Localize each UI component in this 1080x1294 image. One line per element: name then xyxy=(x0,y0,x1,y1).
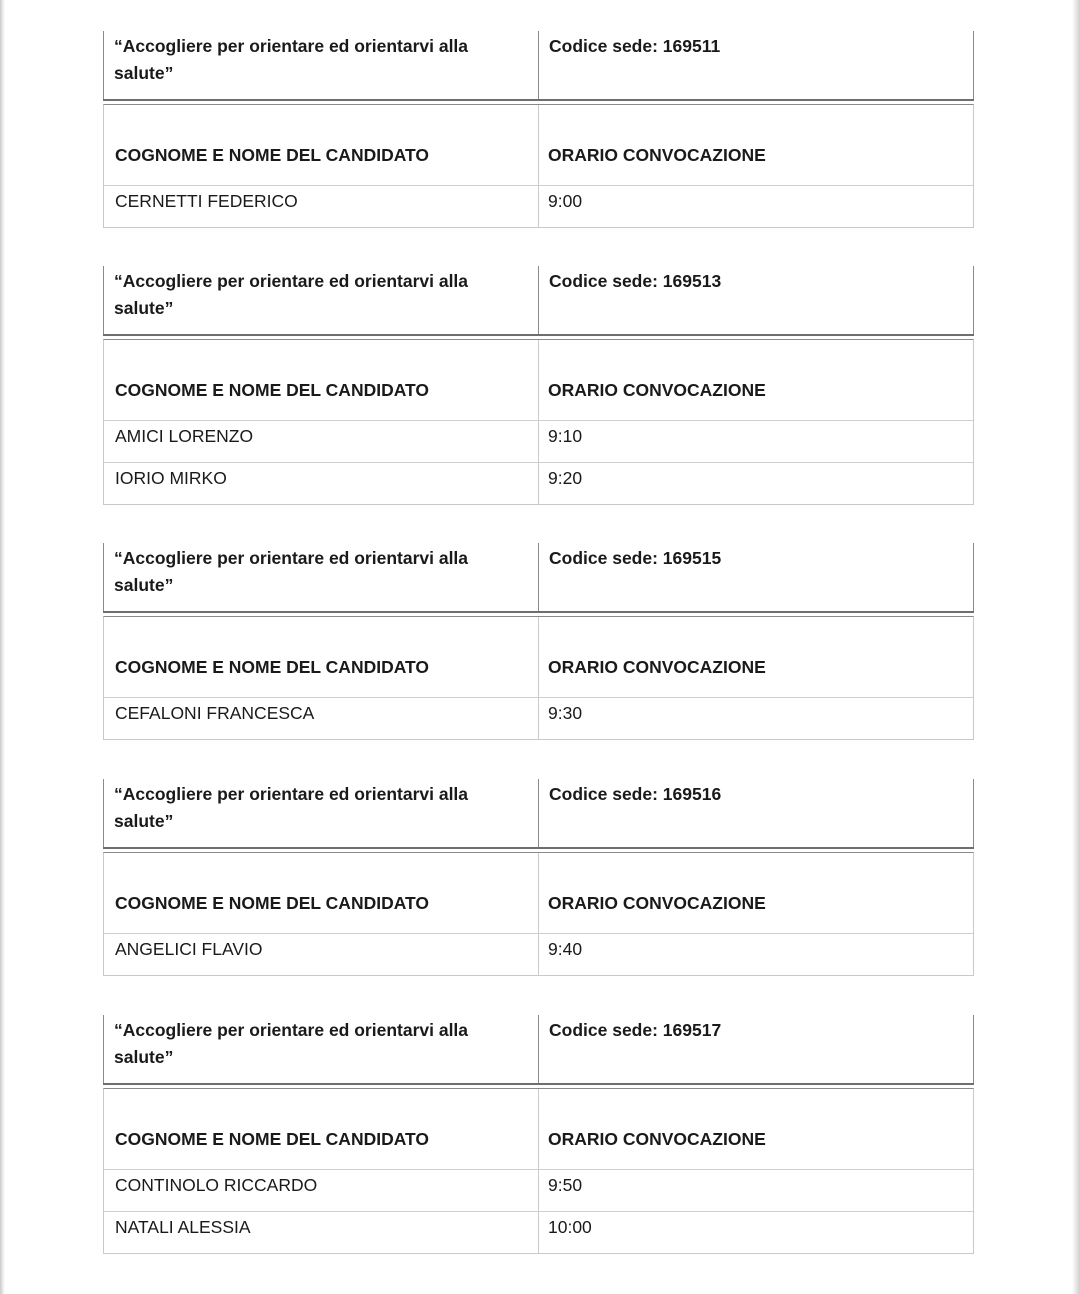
table-row xyxy=(104,1211,973,1253)
name-column-header: COGNOME E NOME DEL CANDIDATO xyxy=(104,340,539,420)
name-column-header: COGNOME E NOME DEL CANDIDATO xyxy=(104,1089,539,1169)
table-row xyxy=(104,420,973,462)
call-time: 9:30 xyxy=(548,703,583,723)
candidate-name: CONTINOLO RICCARDO xyxy=(104,1170,539,1211)
time-column-header: ORARIO CONVOCAZIONE xyxy=(548,145,766,165)
candidate-name: ANGELICI FLAVIO xyxy=(104,934,539,975)
section-block xyxy=(103,31,974,228)
section-block xyxy=(103,266,974,505)
candidate-name: CERNETTI FEDERICO xyxy=(104,186,539,227)
section-block xyxy=(103,543,974,740)
candidate-name: CEFALONI FRANCESCA xyxy=(104,698,539,739)
section-header xyxy=(103,266,974,336)
candidates-table xyxy=(103,104,974,228)
name-column-header: COGNOME E NOME DEL CANDIDATO xyxy=(104,105,539,185)
time-column-header: ORARIO CONVOCAZIONE xyxy=(548,893,766,913)
time-column-header: ORARIO CONVOCAZIONE xyxy=(548,657,766,677)
candidates-table xyxy=(103,1088,974,1254)
candidate-name: IORIO MIRKO xyxy=(104,463,539,504)
page-right-edge xyxy=(1072,0,1080,1294)
table-row xyxy=(104,462,973,504)
table-header-row xyxy=(104,340,973,420)
call-time: 9:50 xyxy=(548,1175,583,1195)
site-code: Codice sede: 169511 xyxy=(549,36,721,56)
call-time: 9:00 xyxy=(548,191,583,211)
section-block xyxy=(103,1015,974,1254)
site-code: Codice sede: 169516 xyxy=(549,784,722,804)
section-header xyxy=(103,543,974,613)
table-row xyxy=(104,185,973,227)
table-header-row xyxy=(104,617,973,697)
time-column-header: ORARIO CONVOCAZIONE xyxy=(548,1129,766,1149)
page-left-edge xyxy=(0,0,5,1294)
project-title: “Accogliere per orientare ed orientarvi alla salute” xyxy=(114,271,469,318)
candidate-name: AMICI LORENZO xyxy=(104,421,539,462)
project-title: “Accogliere per orientare ed orientarvi alla salute” xyxy=(114,548,469,595)
section-block xyxy=(103,779,974,976)
call-time: 9:10 xyxy=(548,426,583,446)
name-column-header: COGNOME E NOME DEL CANDIDATO xyxy=(104,853,539,933)
section-header xyxy=(103,779,974,849)
table-row xyxy=(104,697,973,739)
project-title: “Accogliere per orientare ed orientarvi alla salute” xyxy=(114,1020,469,1067)
table-row xyxy=(104,933,973,975)
site-code: Codice sede: 169517 xyxy=(549,1020,722,1040)
project-title: “Accogliere per orientare ed orientarvi alla salute” xyxy=(114,36,469,83)
candidates-table xyxy=(103,616,974,740)
table-header-row xyxy=(104,1089,973,1169)
call-time: 10:00 xyxy=(548,1217,592,1237)
site-code: Codice sede: 169513 xyxy=(549,271,722,291)
table-header-row xyxy=(104,853,973,933)
section-header xyxy=(103,31,974,101)
section-header xyxy=(103,1015,974,1085)
candidates-table xyxy=(103,339,974,505)
table-row xyxy=(104,1169,973,1211)
candidates-table xyxy=(103,852,974,976)
project-title: “Accogliere per orientare ed orientarvi alla salute” xyxy=(114,784,469,831)
name-column-header: COGNOME E NOME DEL CANDIDATO xyxy=(104,617,539,697)
site-code: Codice sede: 169515 xyxy=(549,548,722,568)
candidate-name: NATALI ALESSIA xyxy=(104,1212,539,1253)
table-header-row xyxy=(104,105,973,185)
call-time: 9:20 xyxy=(548,468,583,488)
call-time: 9:40 xyxy=(548,939,583,959)
time-column-header: ORARIO CONVOCAZIONE xyxy=(548,380,766,400)
